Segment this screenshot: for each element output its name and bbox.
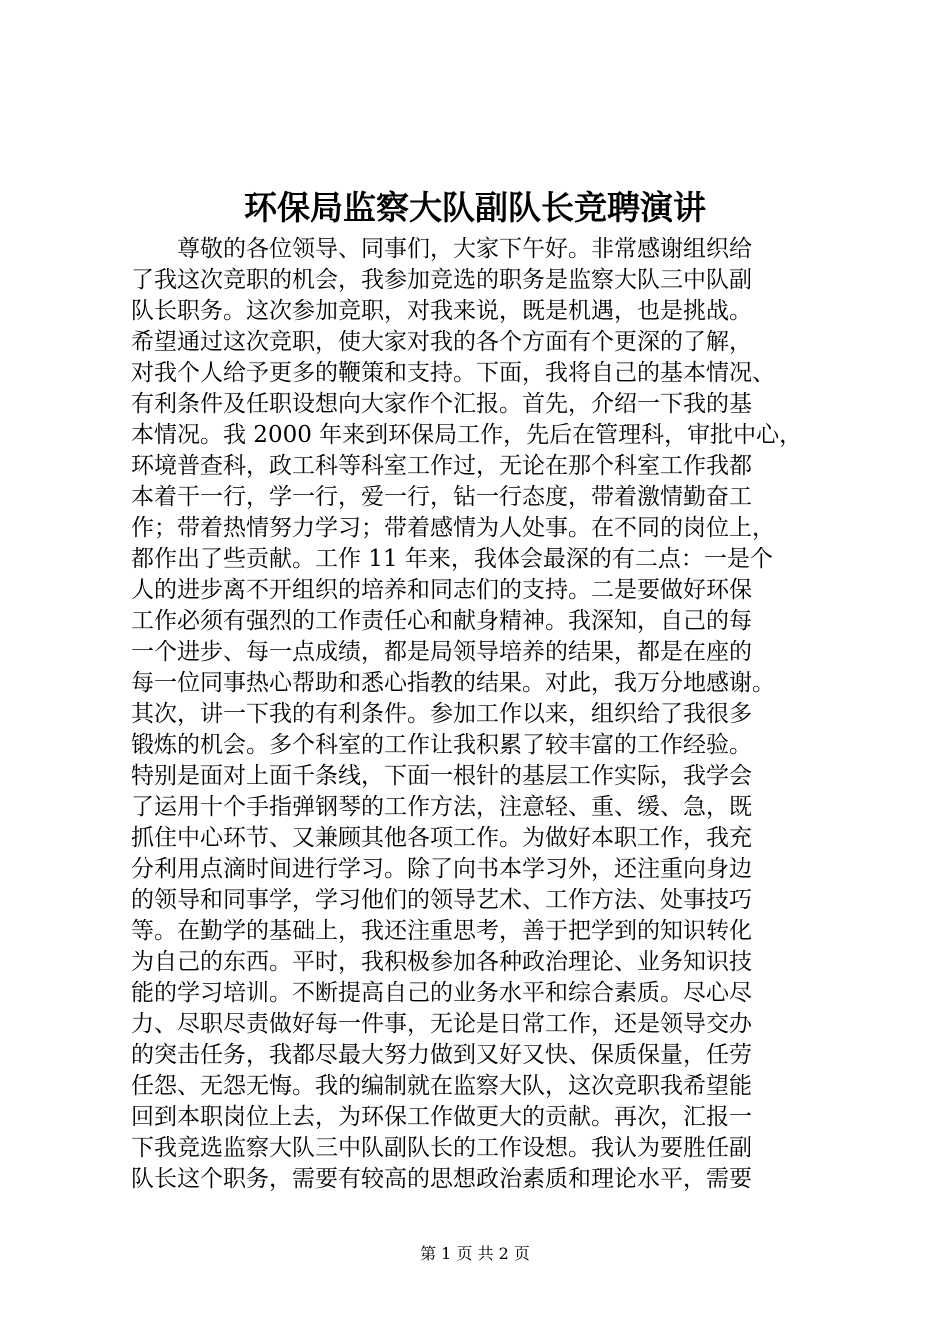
body-line: 工作必须有强烈的工作责任心和献身精神。我深知，自己的每	[131, 608, 752, 634]
body-line: 每一位同事热心帮助和悉心指教的结果。对此，我万分地感谢。	[131, 670, 775, 696]
page-footer: 第 1 页 共 2 页	[420, 1244, 530, 1263]
body-line: 有利条件及任职设想向大家作个汇报。首先，介绍一下我的基	[131, 391, 752, 417]
body-line: 作；带着热情努力学习；带着感情为人处事。在不同的岗位上，	[131, 515, 775, 541]
body-line: 力、尽职尽责做好每一件事，无论是日常工作，还是领导交办	[131, 1011, 752, 1037]
body-line: 了运用十个手指弹钢琴的工作方法，注意轻、重、缓、急，既	[131, 794, 752, 820]
body-line: 分利用点滴时间进行学习。除了向书本学习外，还注重向身边	[131, 856, 752, 882]
body-line: 特别是面对上面千条线，下面一根针的基层工作实际，我学会	[131, 763, 752, 789]
body-line: 能的学习培训。不断提高自己的业务水平和综合素质。尽心尽	[131, 980, 752, 1006]
body-line: 的领导和同事学，学习他们的领导艺术、工作方法、处事技巧	[131, 887, 752, 913]
document-body	[131, 234, 853, 1195]
body-line: 等。在勤学的基础上，我还注重思考，善于把学到的知识转化	[131, 918, 752, 944]
body-line: 回到本职岗位上去，为环保工作做更大的贡献。再次，汇报一	[131, 1104, 752, 1130]
body-line: 都作出了些贡献。工作 11 年来，我体会最深的有二点：一是个	[131, 546, 773, 572]
body-line: 队长这个职务，需要有较高的思想政治素质和理论水平，需要	[131, 1166, 752, 1192]
body-line: 环境普查科，政工科等科室工作过，无论在那个科室工作我都	[131, 453, 752, 479]
body-line: 了我这次竞职的机会，我参加竞选的职务是监察大队三中队副	[131, 267, 752, 293]
body-line: 队长职务。这次参加竞职，对我来说，既是机遇，也是挑战。	[131, 298, 752, 324]
body-line: 对我个人给予更多的鞭策和支持。下面，我将自己的基本情况、	[131, 360, 775, 386]
body-line: 其次，讲一下我的有利条件。参加工作以来，组织给了我很多	[131, 701, 752, 727]
body-line: 下我竞选监察大队三中队副队长的工作设想。我认为要胜任副	[131, 1135, 752, 1161]
body-line: 人的进步离不开组织的培养和同志们的支持。二是要做好环保	[131, 577, 752, 603]
body-line: 希望通过这次竞职，使大家对我的各个方面有个更深的了解，	[131, 329, 752, 355]
body-line: 一个进步、每一点成绩，都是局领导培养的结果，都是在座的	[131, 639, 752, 665]
body-line: 为自己的东西。平时，我积极参加各种政治理论、业务知识技	[131, 949, 752, 975]
body-line: 任怨、无怨无悔。我的编制就在监察大队，这次竞职我希望能	[131, 1073, 752, 1099]
body-line: 抓住中心环节、又兼顾其他各项工作。为做好本职工作，我充	[131, 825, 752, 851]
body-line: 尊敬的各位领导、同事们，大家下午好。非常感谢组织给	[131, 236, 752, 262]
body-line: 的突击任务，我都尽最大努力做到又好又快、保质保量，任劳	[131, 1042, 752, 1068]
body-line: 锻炼的机会。多个科室的工作让我积累了较丰富的工作经验。	[131, 732, 752, 758]
body-line: 本着干一行，学一行，爱一行，钻一行态度，带着激情勤奋工	[131, 484, 752, 510]
document-title: 环保局监察大队副队长竞聘演讲	[244, 188, 706, 227]
body-line: 本情况。我 2000 年来到环保局工作，先后在管理科，审批中心，	[131, 422, 803, 448]
